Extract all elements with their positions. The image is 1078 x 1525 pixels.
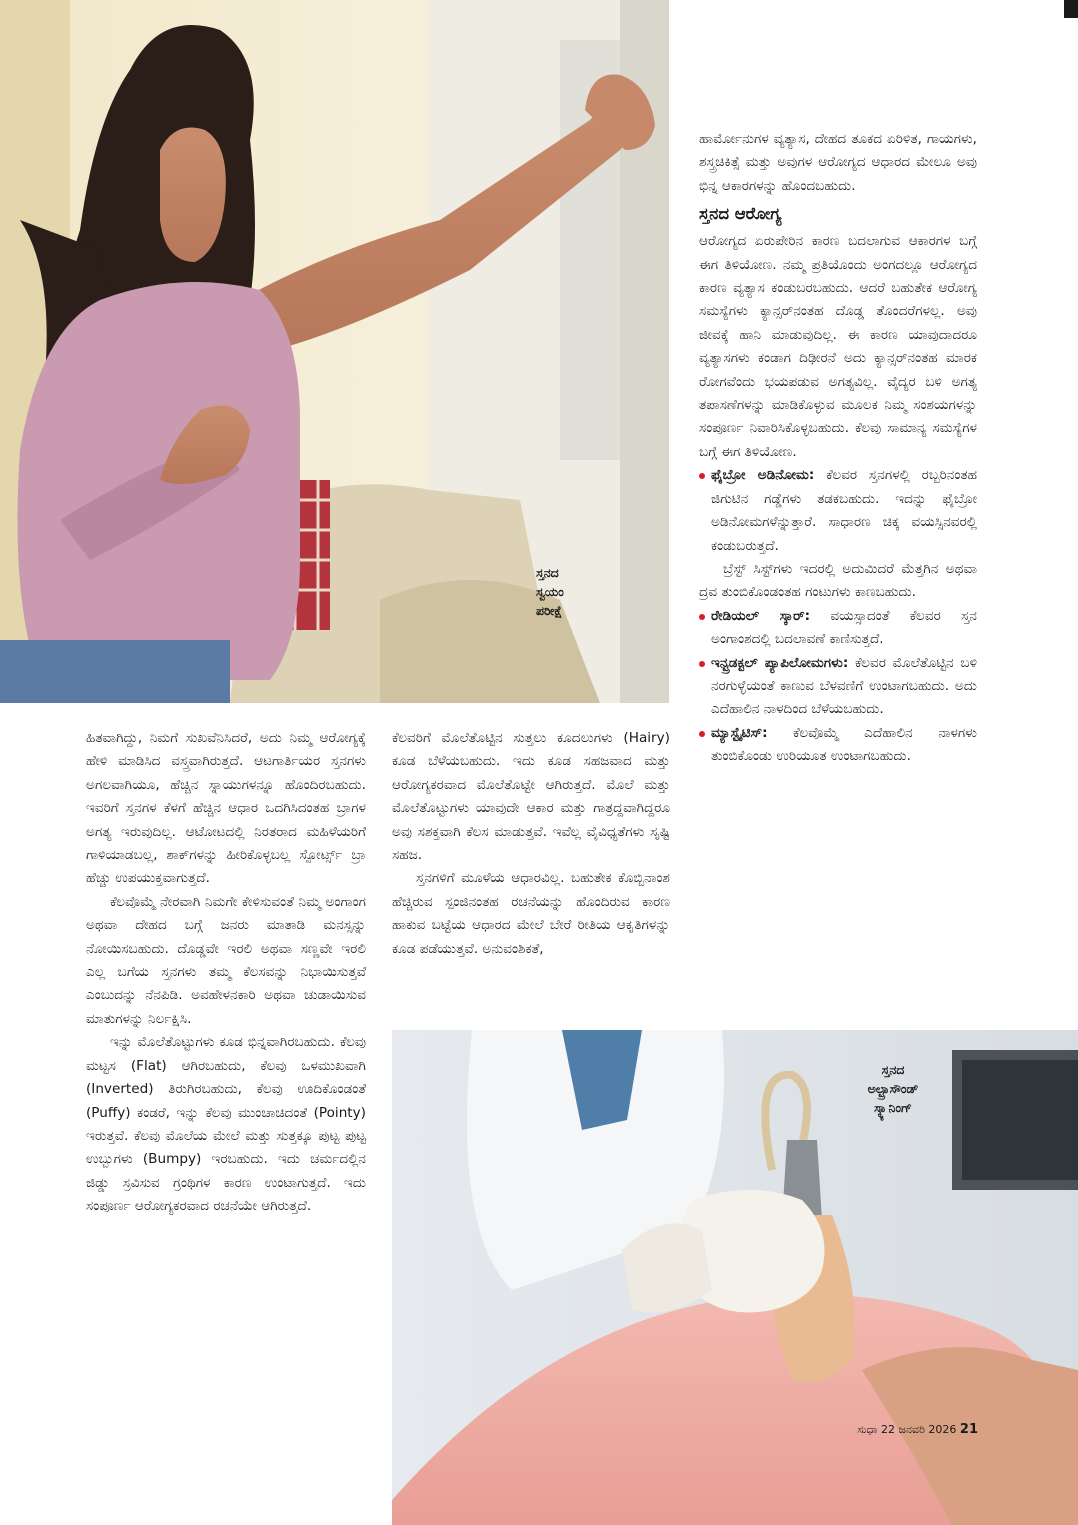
left-paragraph-3: ಇನ್ನು ಮೊಲೆತೊಟ್ಟುಗಳು ಕೂಡ ಭಿನ್ನವಾಗಿರಬಹುದು. ಕೆಲವು ಮಟ್ಟಸ (Flat) ಆಗಿರಬಹುದು, ಕೆಲವು ಒಳಮುಖವಾಗಿ (Inverted) ತಿರುಗಿರಬಹುದು, ಕೆಲವು ಊದಿಕೊಂಡಂತೆ (Puffy) ಕಂಡರೆ, ಇನ್ನು ಕೆಲವು ಮುಂಚಾಚಿದಂತೆ (Pointy) ಇರುತ್ತವೆ. ಕೆಲವು ಮೊಲೆಯ ಮೇಲೆ ಮತ್ತು ಸುತ್ತಕ್ಕೂ ಪುಟ್ಟ ಪುಟ್ಟ ಉಬ್ಬುಗಳು (Bumpy) ಇರಬಹುದು. ಇದು ಚರ್ಮದಲ್ಲಿನ ಜಿಡ್ಡು ಸ್ರವಿಸುವ ಗ್ರಂಥಿಗಳ ಕಾರಣ ಉಂಟಾಗುತ್ತದೆ. ಇದು ಸಂಪೂರ್ಣ ಆರೋಗ್ಯಕರವಾದ ರಚನೆಯೇ ಆಗಿರುತ್ತದೆ. (86, 1034, 366, 1215)
list-item-fibroadenoma (699, 464, 977, 558)
desc-papilloma: ಕೆಲವರ ಮೊಲೆತೊಟ್ಟಿನ ಬಳಿ ನರಗುಳ್ಳೆಯಂತೆ ಕಾಣುವ ಬೆಳವಣಿಗೆ ಉಂಟಾಗಬಹುದು. ಅದು ಎದೆಹಾಲಿನ ನಾಳದಿಂದ ಬೆಳೆಯಬಹುದು. (711, 654, 977, 718)
column-left (86, 727, 366, 1219)
caption-ultrasound (838, 1060, 948, 1117)
caption-self-exam-line2: ಸ್ವಯಂ (536, 584, 564, 599)
list-item-radial-scar (699, 605, 977, 652)
page-number: 21 (959, 1422, 978, 1437)
ultrasound-illustration (392, 1030, 1078, 1525)
bullet-dot (699, 731, 705, 737)
footer-magazine-date: ಸುಧಾ 22 ಜನವರಿ 2026 (857, 1423, 957, 1436)
column-top-right (699, 128, 977, 769)
list-item-mastitis (699, 722, 977, 769)
term-fibroadenoma: ಫೈಬ್ರೋ ಅಡಿನೋಮ: (711, 467, 815, 484)
term-mastitis: ಮ್ಯಾಸ್ಟೈಟಿಸ್: (711, 724, 768, 741)
caption-self-exam-line1: ಸ್ತನದ (536, 565, 559, 580)
desc-radial-scar: ವಯಸ್ಸಾದಂತೆ ಕೆಲವರ ಸ್ತನ ಅಂಗಾಂಶದಲ್ಲಿ ಬದಲಾವಣೆ ಕಾಣಿಸುತ್ತದೆ. (711, 607, 977, 648)
cyst-paragraph: ಬ್ರೆಸ್ಟ್ ಸಿಸ್ಟ್‌ಗಳು ಇದರಲ್ಲಿ ಅದುಮಿದರೆ ಮೆತ್ತಗಿನ ಅಥವಾ ದ್ರವ ತುಂಬಿಕೊಂಡಂತಹ ಗಂಟುಗಳು ಕಾಣಬಹುದು. (699, 560, 977, 601)
corner-mark (1064, 0, 1078, 18)
desc-mastitis: ಕೆಲವೊಮ್ಮೆ ಎದೆಹಾಲಿನ ನಾಳಗಳು ತುಂಬಿಕೊಂಡು ಉರಿಯೂತ ಉಂಟಾಗಬಹುದು. (711, 724, 977, 765)
condition-list-2 (699, 605, 977, 769)
left-paragraph-1: ಹಿತವಾಗಿದ್ದು, ನಿಮಗೆ ಸುಖವೆನಿಸಿದರೆ, ಅದು ನಿಮ್ಮ ಆರೋಗ್ಯಕ್ಕೆ ಹೇಳಿ ಮಾಡಿಸಿದ ವಸ್ತ್ರವಾಗಿರುತ್ತದೆ. ಆಟಗಾರ್ತಿಯರ ಸ್ತನಗಳು ಅಗಲವಾಗಿಯೂ, ಹೆಚ್ಚಿನ ಸ್ನಾಯುಗಳನ್ನೂ ಹೊಂದಿರಬಹುದು. ಇವರಿಗೆ ಸ್ತನಗಳ ಕೆಳಗೆ ಹೆಚ್ಚಿನ ಆಧಾರ ಒದಗಿಸಿದಂತಹ ಬ್ರಾಗಳ ಅಗತ್ಯ ಇರುವುದಿಲ್ಲ. ಆಟೋಟದಲ್ಲಿ ನಿರತರಾದ ಮಹಿಳೆಯರಿಗೆ ಗಾಳಿಯಾಡಬಲ್ಲ, ಶಾಕ್‌ಗಳನ್ನು ಹೀರಿಕೊಳ್ಳಬಲ್ಲ ಸ್ಪೋರ್ಟ್ಸ್ ಬ್ರಾ ಹೆಚ್ಚು ಉಪಯುಕ್ತವಾಗುತ್ತದೆ. (86, 730, 366, 887)
breast-health-paragraph: ಆರೋಗ್ಯದ ಏರುಪೇರಿನ ಕಾರಣ ಬದಲಾಗುವ ಆಕಾರಗಳ ಬಗ್ಗೆ ಈಗ ತಿಳಿಯೋಣ. ನಮ್ಮ ಪ್ರತಿಯೊಂದು ಅಂಗದಲ್ಲೂ ಆರೋಗ್ಯದ ಕಾರಣ ವ್ಯತ್ಯಾಸ ಕಂಡುಬರಬಹುದು. ಆದರೆ ಬಹುತೇಕ ಆರೋಗ್ಯ ಸಮಸ್ಯೆಗಳು ಕ್ಯಾನ್ಸರ್‌ನಂತಹ ದೊಡ್ಡ ತೊಂದರೆಗಳಲ್ಲ. ಅವು ಜೀವಕ್ಕೆ ಹಾನಿ ಮಾಡುವುದಿಲ್ಲ. ಈ ಕಾರಣ ಯಾವುದಾದರೂ ವ್ಯತ್ಯಾಸಗಳು ಕಂಡಾಗ ದಿಢೀರನೆ ಅದು ಕ್ಯಾನ್ಸರ್‌ನಂತಹ ಮಾರಕ ರೋಗವೆಂದು ಭಯಪಡುವ ಅಗತ್ಯವಿಲ್ಲ. ವೈದ್ಯರ ಬಳಿ ಅಗತ್ಯ ತಪಾಸಣೆಗಳನ್ನು ಮಾಡಿಕೊಳ್ಳುವ ಮೂಲಕ ನಿಮ್ಮ ಸಂಶಯಗಳನ್ನು ಸಂಪೂರ್ಣ ನಿವಾರಿಸಿಕೊಳ್ಳಬಹುದು. ಕೆಲವು ಸಾಮಾನ್ಯ ಸಮಸ್ಯೆಗಳ ಬಗ್ಗೆ ಈಗ ತಿಳಿಯೋಣ. (699, 233, 977, 460)
middle-paragraph-1: ಕೆಲವರಿಗೆ ಮೊಲೆತೊಟ್ಟಿನ ಸುತ್ತಲು ಕೂದಲುಗಳು (Hairy) ಕೂಡ ಬೆಳೆಯಬಹುದು. ಇದು ಕೂಡ ಸಹಜವಾದ ಮತ್ತು ಆರೋಗ್ಯಕರವಾದ ಮೊಲೆತೊಟ್ಟೇ ಆಗಿರುತ್ತದೆ. ಮೊಲೆ ಮತ್ತು ಮೊಲೆತೊಟ್ಟುಗಳು ಯಾವುದೇ ಆಕಾರ ಮತ್ತು ಗಾತ್ರದ್ದವಾಗಿದ್ದರೂ ಅವು ಸಶಕ್ತವಾಗಿ ಕೆಲಸ ಮಾಡುತ್ತವೆ. ಇವೆಲ್ಲ ವೈವಿಧ್ಯತೆಗಳು ಸೃಷ್ಟಿ ಸಹಜ. (392, 730, 670, 864)
photo-ultrasound (392, 1030, 1078, 1525)
caption-self-exam-line3: ಪರೀಕ್ಷೆ (536, 603, 563, 618)
left-paragraph-2: ಕೆಲವೊಮ್ಮೆ ನೇರವಾಗಿ ನಿಮಗೇ ಕೇಳಿಸುವಂತೆ ನಿಮ್ಮ ಅಂಗಾಂಗ ಅಥವಾ ದೇಹದ ಬಗ್ಗೆ ಜನರು ಮಾತಾಡಿ ಮನಸ್ಸನ್ನು ನೋಯಿಸಬಹುದು. ದೊಡ್ಡವೇ ಇರಲಿ ಅಥವಾ ಸಣ್ಣವೇ ಇರಲಿ ಎಲ್ಲ ಬಗೆಯ ಸ್ತನಗಳು ತಮ್ಮ ಕೆಲಸವನ್ನು ನಿಭಾಯಿಸುತ್ತವೆ ಎಂಬುದನ್ನು ನೆನಪಿಡಿ. ಅವಹೇಳನಕಾರಿ ಅಥವಾ ಚುಡಾಯಿಸುವ ಮಾತುಗಳನ್ನು ನಿರ್ಲಕ್ಷಿಸಿ. (86, 893, 366, 1027)
desc-fibroadenoma: ಕೆಲವರ ಸ್ತನಗಳಲ್ಲಿ ರಬ್ಬರಿನಂತಹ ಜಿಗುಟಿನ ಗಡ್ಡೆಗಳು ತಡಕಬಹುದು. ಇದನ್ನು ಫೈಬ್ರೋ ಅಡಿನೋಮಗಳೆನ್ನುತ್ತಾರೆ. ಸಾಧಾರಣ ಚಿಕ್ಕ ವಯಸ್ಸಿನವರಲ್ಲಿ ಕಂಡುಬರುತ್ತದೆ. (711, 467, 977, 554)
column-middle (392, 727, 670, 961)
caption-self-exam (536, 563, 626, 620)
intro-paragraph: ಹಾರ್ಮೋನುಗಳ ವ್ಯತ್ಯಾಸ, ದೇಹದ ತೂಕದ ಏರಿಳಿತ, ಗಾಯಗಳು, ಶಸ್ತ್ರಚಿಕಿತ್ಸೆ ಮತ್ತು ಅವುಗಳ ಆರೋಗ್ಯದ ಆಧಾರದ ಮೇಲೂ ಅವು ಭಿನ್ನ ಆಕಾರಗಳನ್ನು ಹೊಂದಬಹುದು. (699, 131, 977, 194)
caption-ultrasound-line3: ಸ್ಕ್ಯಾನಿಂಗ್ (874, 1100, 912, 1115)
bullet-dot (699, 614, 705, 620)
caption-ultrasound-line2: ಅಲ್ಟ್ರಾಸೌಂಡ್ (867, 1081, 919, 1096)
section-heading-breast-health: ಸ್ತನದ ಆರೋಗ್ಯ (699, 204, 782, 224)
page-footer (838, 1422, 978, 1437)
term-papilloma: ಇನ್ಟ್ರಡಕ್ಟಲ್ ಪ್ಯಾಪಿಲೋಮಗಳು: (711, 654, 849, 671)
caption-ultrasound-line1: ಸ್ತನದ (881, 1062, 905, 1077)
list-item-papilloma (699, 652, 977, 722)
bullet-dot (699, 661, 705, 667)
term-radial-scar: ರೇಡಿಯಲ್ ಸ್ಕಾರ್: (711, 607, 811, 624)
bullet-dot (699, 473, 705, 479)
condition-list (699, 464, 977, 558)
middle-paragraph-2: ಸ್ತನಗಳಿಗೆ ಮೂಳೆಯ ಆಧಾರವಿಲ್ಲ. ಬಹುತೇಕ ಕೊಬ್ಬಿನಾಂಶ ಹೆಚ್ಚಿರುವ ಸ್ಪಂಜಿನಂತಹ ರಚನೆಯನ್ನು ಹೊಂದಿರುವ ಕಾರಣ ಹಾಕುವ ಬಟ್ಟೆಯ ಆಧಾರದ ಮೇಲೆ ಬೇರೆ ರೀತಿಯ ಆಕೃತಿಗಳನ್ನು ಕೂಡ ಪಡೆಯುತ್ತವೆ. ಅನುವಂಶಿಕತೆ, (392, 870, 670, 957)
